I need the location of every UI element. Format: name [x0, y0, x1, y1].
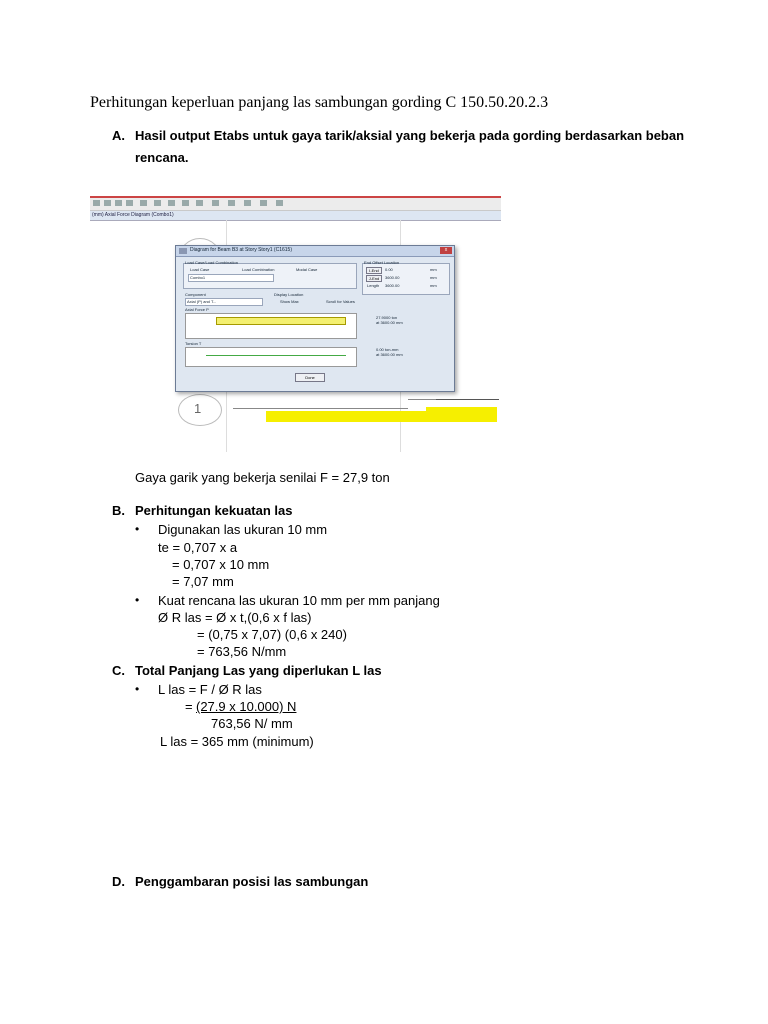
close-button[interactable]: x: [440, 247, 452, 254]
etabs-title-accent: [90, 196, 501, 198]
b-r-1: Ø R las = Ø x t,(0,6 x f las): [158, 610, 312, 625]
torsion-line: [206, 355, 346, 356]
b-r-3: = 763,56 N/mm: [197, 644, 287, 659]
bullet: •: [135, 593, 140, 607]
toolbar-icon: [104, 200, 111, 206]
b-te-2: = 0,707 x 10 mm: [172, 557, 270, 572]
axial-force-bar: [216, 317, 346, 325]
dialog-title: Diagram for Beam B3 at Story Story1 (C1615): [190, 247, 292, 253]
toolbar-icon: [93, 200, 100, 206]
done-button[interactable]: Done: [295, 373, 325, 382]
section-a-line2: rencana.: [135, 150, 189, 165]
b-item-size: Digunakan las ukuran 10 mm: [158, 522, 328, 537]
toolbar-icon: [228, 200, 235, 206]
radio-scroll-values[interactable]: Scroll for Values: [326, 299, 355, 304]
etabs-toolbar: [90, 196, 501, 211]
diagram-dialog: [175, 245, 455, 392]
toolbar-icon: [126, 200, 133, 206]
bullet: •: [135, 682, 140, 696]
c-l-1: L las = F / Ø R las: [158, 682, 262, 697]
radio-load-case[interactable]: Load Case: [190, 267, 210, 272]
section-a-line1: Hasil output Etabs untuk gaya tarik/aksial yang bekerja pada gording berdasarkan beban: [135, 128, 685, 143]
load-case-group-label: Load Case/Load Combination: [185, 260, 238, 265]
component-select-value: Axial (P) and T...: [187, 299, 217, 304]
i-end-value: 0.00: [385, 267, 393, 272]
unit-label: mm: [430, 267, 437, 272]
force-statement: Gaya garik yang bekerja senilai F = 27,9 ton: [135, 470, 390, 485]
b-te-3: = 7,07 mm: [172, 574, 234, 589]
combo-select-value: Combo1: [190, 275, 206, 280]
radio-modal-case[interactable]: Modal Case: [296, 267, 318, 272]
toolbar-icon: [140, 200, 147, 206]
display-location-label: Display Location: [274, 292, 304, 297]
i-end-button[interactable]: I-End: [366, 267, 382, 274]
j-end-value: 3600.00: [385, 275, 400, 280]
end-offset-label: End Offset Location: [364, 260, 400, 265]
b-te-1: te = 0,707 x a: [158, 540, 238, 555]
axial-force-label: Axial Force P: [185, 307, 209, 312]
page-title: Perhitungan keperluan panjang las sambungan gording C 150.50.20.2.3: [90, 94, 549, 111]
toolbar-icon: [260, 200, 267, 206]
bullet: •: [135, 522, 140, 536]
axial-diagram-fill: [266, 411, 497, 422]
torsion-max-location: at 3600.00 mm: [376, 352, 403, 357]
beam-line: [408, 399, 436, 400]
toolbar-icon: [115, 200, 122, 206]
torsion-max-value: 0.00 ton-mm: [376, 347, 399, 352]
component-label: Component: [185, 292, 206, 297]
etabs-screenshot: [90, 196, 501, 452]
toolbar-icon: [244, 200, 251, 206]
beam-line: [233, 408, 408, 409]
section-a-letter: A.: [112, 128, 125, 143]
torsion-label: Torsion T: [185, 341, 202, 346]
section-c-heading: Total Panjang Las yang diperlukan L las: [135, 663, 382, 678]
section-d-heading: Penggambaran posisi las sambungan: [135, 874, 369, 889]
section-c-letter: C.: [112, 663, 125, 678]
beam-line: [436, 399, 499, 400]
unit-label: mm: [430, 275, 437, 280]
toolbar-icon: [276, 200, 283, 206]
torsion-plot: [185, 347, 357, 367]
c-l-3-denominator: 763,56 N/ mm: [211, 716, 293, 731]
c-l-4-result: L las = 365 mm (minimum): [160, 734, 314, 749]
b-r-2: = (0,75 x 7,07) (0,6 x 240): [197, 627, 347, 642]
toolbar-icon: [168, 200, 175, 206]
section-d-letter: D.: [112, 874, 125, 889]
length-value: 3600.00: [385, 283, 400, 288]
c-l-2-eq: =: [185, 699, 193, 714]
b-item-strength: Kuat rencana las ukuran 10 mm per mm panjang: [158, 593, 440, 608]
toolbar-icon: [196, 200, 203, 206]
axial-max-location: at 3600.00 mm: [376, 320, 403, 325]
app-icon: [179, 248, 187, 254]
grid-bubble-label: 1: [194, 401, 202, 416]
axial-diagram-fill: [426, 407, 497, 412]
j-end-button[interactable]: J-End: [366, 275, 382, 282]
section-b-heading: Perhitungan kekuatan las: [135, 503, 293, 518]
length-label: Length: [367, 283, 380, 288]
unit-label: mm: [430, 283, 437, 288]
toolbar-icon: [154, 200, 161, 206]
axial-max-value: 27.9000 ton: [376, 315, 398, 320]
c-l-2-numerator: (27.9 x 10.000) N: [196, 699, 297, 714]
section-b-letter: B.: [112, 503, 125, 518]
etabs-tab-label: (mm) Axial Force Diagram (Combo1): [92, 212, 174, 218]
radio-show-max[interactable]: Show Max: [280, 299, 299, 304]
toolbar-icon: [182, 200, 189, 206]
toolbar-icon: [212, 200, 219, 206]
radio-load-combination[interactable]: Load Combination: [242, 267, 275, 272]
